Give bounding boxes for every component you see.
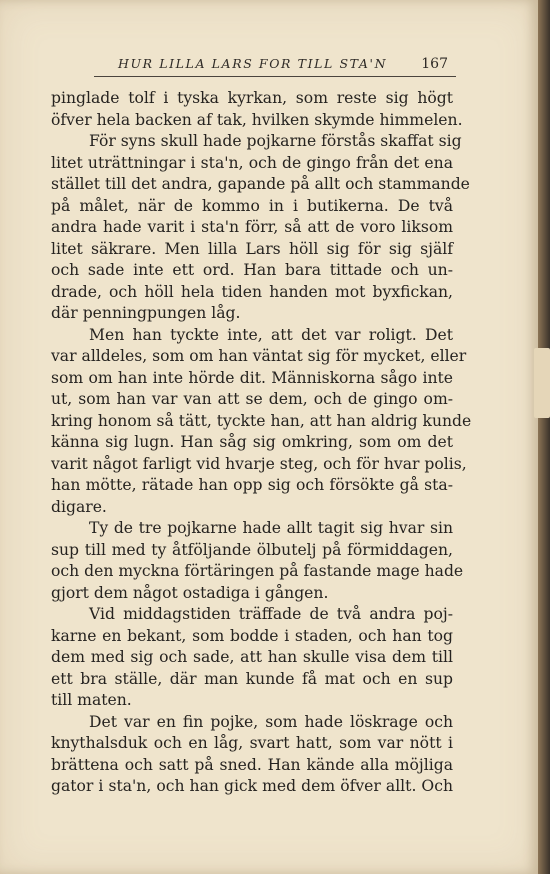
text-line: gator i sta'n, och han gick med dem öfver allt. Och — [51, 777, 453, 795]
text-line: Ty de tre pojkarne hade allt tagit sig hvar sin — [89, 519, 453, 537]
page-header — [94, 56, 454, 78]
text-line: stället till det andra, gapande på allt och stammande — [51, 175, 470, 193]
text-line: litet uträttningar i sta'n, och de gingo från det ena — [51, 153, 453, 172]
text-line: ett bra ställe, där man kunde få mat och en sup — [51, 669, 453, 688]
body-text — [51, 88, 472, 798]
page-number: 167 — [421, 56, 448, 72]
text-line: varit något farligt vid hvarje steg, och för hvar polis, — [51, 454, 467, 473]
text-line: pinglade tolf i tyska kyrkan, som reste sig högt — [51, 89, 453, 107]
text-line: där penningpungen låg. — [51, 304, 241, 322]
text-line: karne en bekant, som bodde i staden, och han tog — [51, 626, 453, 645]
text-line: var alldeles, som om han väntat sig för mycket, eller — [51, 347, 467, 365]
text-line: kring honom så tätt, tyckte han, att han aldrig kunde — [51, 411, 472, 430]
header-rule — [94, 76, 456, 77]
text-line: Men han tyckte inte, att det var roligt. Det — [89, 325, 453, 344]
text-line: sup till med ty åtföljande ölbutelj på förmiddagen, — [51, 540, 453, 559]
text-line: som om han inte hörde dit. Människorna sågo inte — [51, 368, 453, 387]
text-line: han mötte, rätade han opp sig och försökte gå sta- — [51, 476, 453, 494]
text-line: För syns skull hade pojkarne förstås skaffat sig — [89, 132, 462, 150]
text-line: digare. — [51, 497, 107, 516]
running-head: HUR LILLA LARS FOR TILL STA'N — [118, 56, 388, 71]
text-line: drade, och höll hela tiden handen mot byxfickan, — [51, 282, 453, 301]
text-line: litet säkrare. Men lilla Lars höll sig för sig själf — [51, 239, 453, 258]
text-line: gjort dem något ostadiga i gången. — [51, 583, 329, 602]
text-line: dem med sig och sade, att han skulle visa dem till — [51, 648, 453, 666]
page-edge-tab — [534, 348, 550, 418]
text-line: Vid middagstiden träffade de två andra poj- — [89, 605, 453, 623]
text-line: känna sig lugn. Han såg sig omkring, som om det — [51, 433, 453, 451]
text-line: ut, som han var van att se dem, och de gingo om- — [51, 390, 453, 408]
text-line: brättena och satt på sned. Han kände alla möjliga — [51, 755, 453, 774]
text-line: Det var en fin pojke, som hade löskrage och — [89, 712, 453, 731]
text-line: och sade inte ett ord. Han bara tittade och un- — [51, 261, 453, 279]
text-line: och den myckna förtäringen på fastande mage hade — [51, 562, 464, 580]
text-line: knythalsduk och en låg, svart hatt, som var nött i — [51, 734, 453, 752]
text-line: till maten. — [51, 691, 132, 709]
text-line: öfver hela backen af tak, hvilken skymde himmelen. — [51, 110, 463, 129]
text-line: andra hade varit i sta'n förr, så att de voro liksom — [51, 218, 453, 236]
page-edge — [538, 0, 550, 874]
text-line: på målet, när de kommo in i butikerna. De två — [51, 196, 453, 215]
